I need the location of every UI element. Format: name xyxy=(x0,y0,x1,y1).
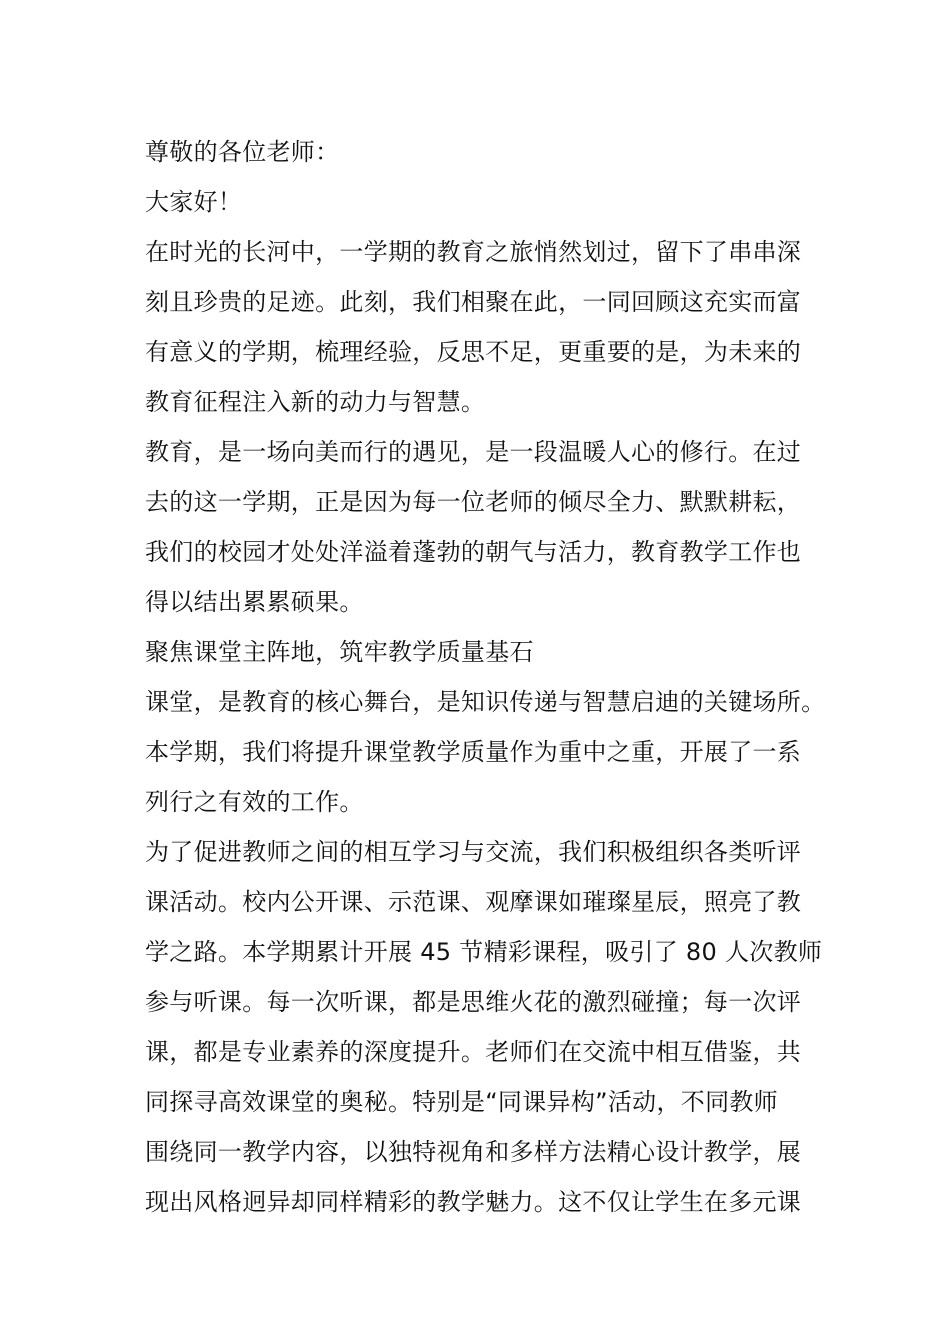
text-line: 课堂，是教育的核心舞台，是知识传递与智慧启迪的关键场所。 xyxy=(145,688,826,716)
text-line: 同探寻高效课堂的奥秘。特别是“同课异构”活动，不同教师 xyxy=(145,1088,778,1116)
text-line: 列行之有效的工作。 xyxy=(145,788,364,816)
text-line: 课活动。校内公开课、示范课、观摩课如璀璨星辰，照亮了教 xyxy=(145,888,802,916)
text-line: 参与听课。每一次听课，都是思维火花的激烈碰撞；每一次评 xyxy=(145,988,802,1016)
text-line: 本学期，我们将提升课堂教学质量作为重中之重，开展了一系 xyxy=(145,738,802,766)
text-line: 课，都是专业素养的深度提升。老师们在交流中相互借鉴，共 xyxy=(145,1038,802,1066)
document-body xyxy=(145,127,835,1227)
salutation: 尊敬的各位老师： xyxy=(145,138,340,166)
text-line: 在时光的长河中，一学期的教育之旅悄然划过，留下了串串深 xyxy=(145,238,802,266)
text-line: 有意义的学期，梳理经验，反思不足，更重要的是，为未来的 xyxy=(145,338,802,366)
text-line: 得以结出累累硕果。 xyxy=(145,588,364,616)
text-line: 学之路。本学期累计开展 45 节精彩课程，吸引了 80 人次教师 xyxy=(145,938,823,966)
text-line: 教育征程注入新的动力与智慧。 xyxy=(145,388,486,416)
text-line: 围绕同一教学内容，以独特视角和多样方法精心设计教学，展 xyxy=(145,1138,802,1166)
text-line: 去的这一学期，正是因为每一位老师的倾尽全力、默默耕耘， xyxy=(145,488,802,516)
text-line: 我们的校园才处处洋溢着蓬勃的朝气与活力，教育教学工作也 xyxy=(145,538,802,566)
text-line: 为了促进教师之间的相互学习与交流，我们积极组织各类听评 xyxy=(145,838,802,866)
text-line: 教育，是一场向美而行的遇见，是一段温暖人心的修行。在过 xyxy=(145,438,802,466)
greeting: 大家好！ xyxy=(145,188,243,216)
text-line: 现出风格迥异却同样精彩的教学魅力。这不仅让学生在多元课 xyxy=(145,1188,802,1216)
text-line: 刻且珍贵的足迹。此刻，我们相聚在此，一同回顾这充实而富 xyxy=(145,288,802,316)
section-heading: 聚焦课堂主阵地，筑牢教学质量基石 xyxy=(145,638,534,666)
